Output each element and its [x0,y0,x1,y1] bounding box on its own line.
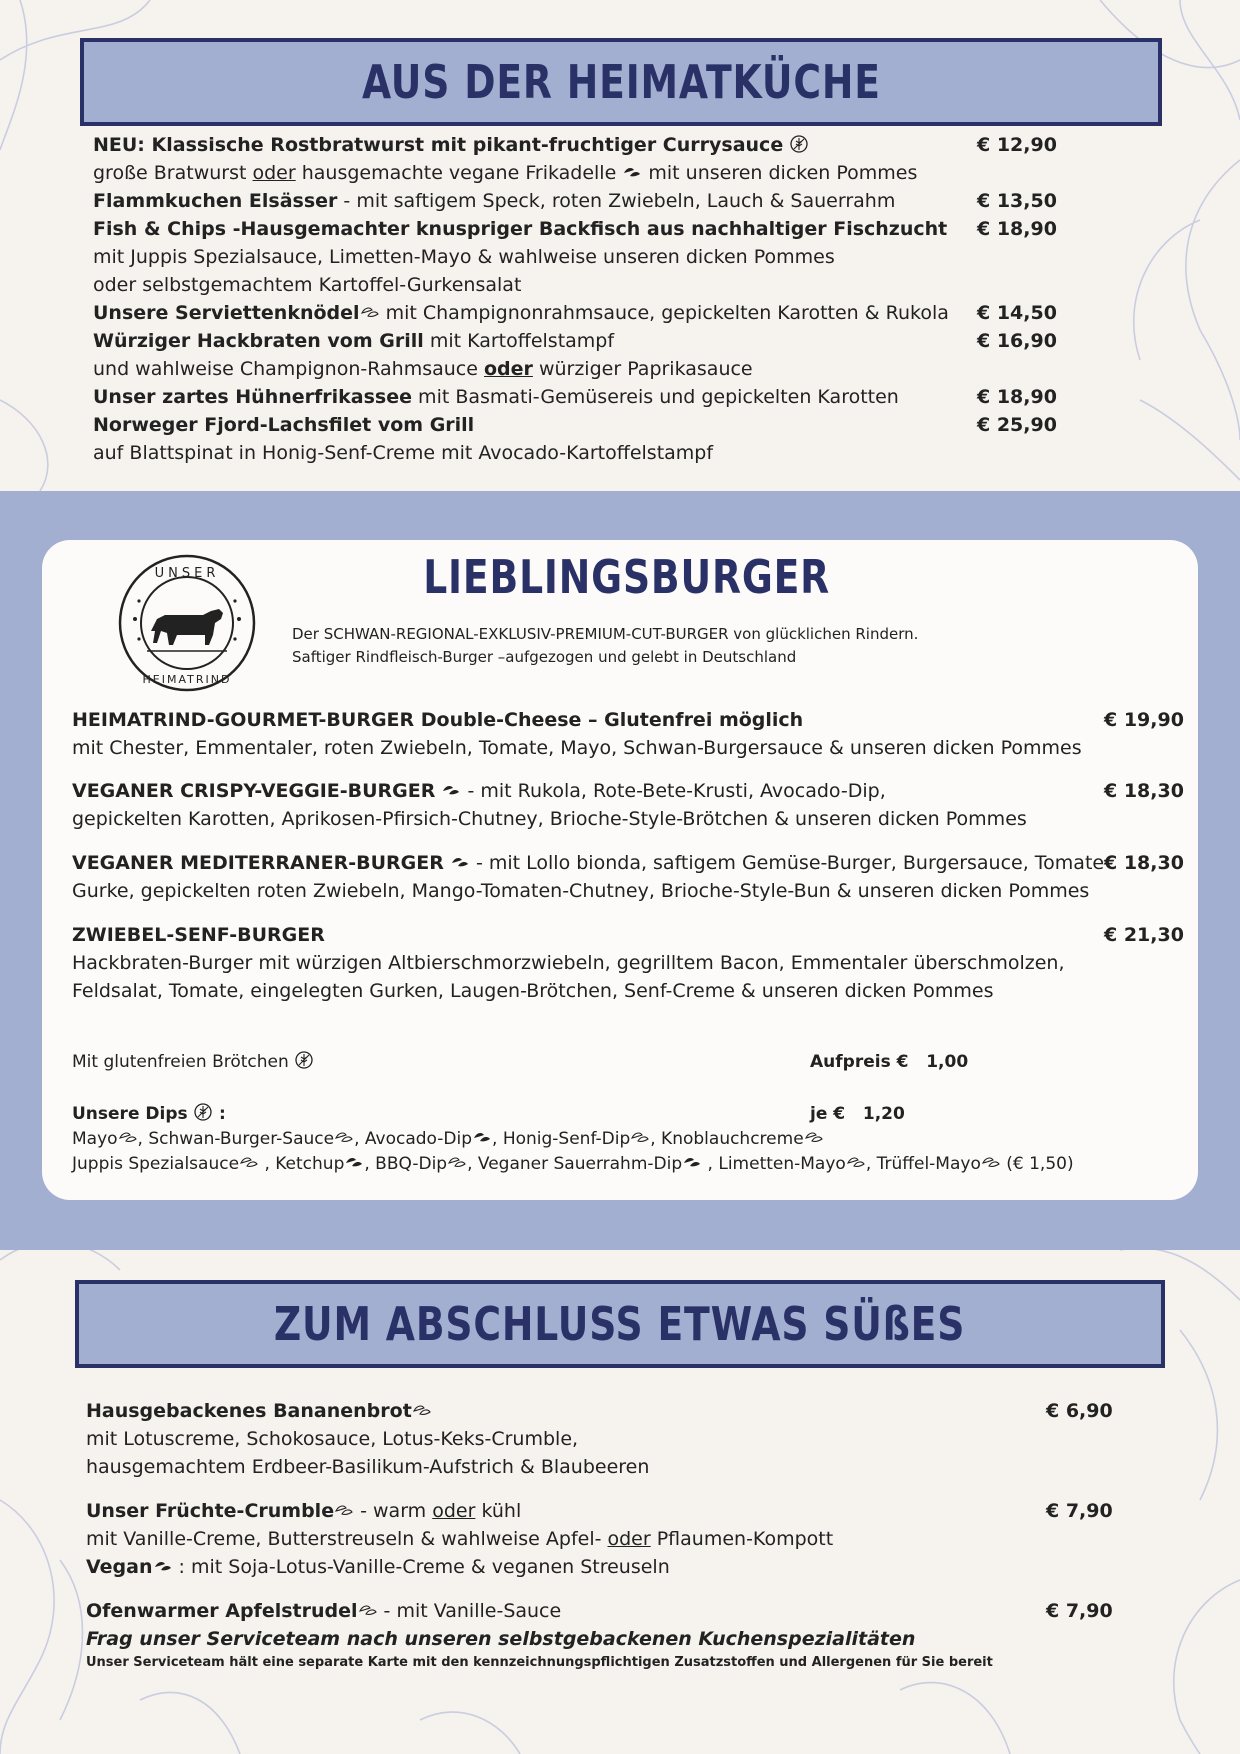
section-header-dessert [75,1280,1165,1368]
leaf-filled-icon [441,778,461,792]
dish-price: € 7,90 [1046,1500,1113,1522]
cake-note: Frag unser Serviceteam nach unseren selbstgebackenen Kuchenspezialitäten [86,1628,916,1650]
menu-item: Norweger Fjord-Lachsfilet vom Grill € 25,90 [93,411,1053,439]
dish-price: € 16,90 [977,330,1057,352]
menu-item-desc: mit Juppis Spezialsauce, Limetten-Mayo & wahlweise unseren dicken Pommes [93,246,835,268]
dips-header: Unsere Dips : [72,1104,226,1124]
dessert-list [86,1397,1146,1673]
menu-item [93,131,1057,159]
leaf-outline-icon [846,1153,866,1167]
dish-price: € 13,50 [977,190,1057,212]
section-title: LIEBLINGSBURGER [423,550,831,604]
menu-list-heimatkueche [93,131,1057,467]
dish-price: € 21,30 [1104,924,1184,946]
leaf-filled-icon [153,1554,173,1568]
dish-price: € 18,90 [977,218,1057,240]
leaf-outline-icon [630,1128,650,1142]
menu-item: Flammkuchen Elsässer - mit saftigem Speck, roten Zwiebeln, Lauch & Sauerrahm € 13,50 [93,187,1053,215]
section-header-heimatkueche [80,38,1162,126]
dish-price: € 18,30 [1104,852,1184,874]
gluten-free-price: Aufpreis € 1,00 [810,1052,969,1072]
menu-item: Unsere Serviettenknödel mit Champignonrahmsauce, gepickelten Karotten & Rukola € 14,50 [93,299,1053,327]
burger-item: HEIMATRIND-GOURMET-BURGER Double-Cheese – Glutenfrei möglich € 19,90 [72,706,1182,734]
dessert-item: Ofenwarmer Apfelstrudel - mit Vanille-Sauce € 7,90 [86,1597,1146,1625]
gluten-free-icon [789,134,809,154]
burger-tagline: Der SCHWAN-REGIONAL-EXKLUSIV-PREMIUM-CUT-BURGER von glücklichen Rindern. [292,625,919,643]
burger-desc: Feldsalat, Tomate, eingelegten Gurken, Laugen-Brötchen, Senf-Creme & unseren dicken Pommes [72,980,994,1002]
dips-list: Mayo , Schwan-Burger-Sauce , Avocado-Dip , Honig-Senf-Dip , Knoblauchcreme Juppis Spezialsauce , Ketchup , BBQ-Dip , Veganer Sauerrahm-Dip , Limetten-Mayo , Trüffel-Mayo (€ 1,50) [72,1129,1074,1174]
dish-price: € 18,30 [1104,780,1184,802]
leaf-outline-icon [981,1153,1001,1167]
dessert-item: Unser Früchte-Crumble - warm oder kühl € 7,90 [86,1497,1146,1525]
leaf-filled-icon [472,1128,492,1142]
dessert-desc: mit Lotuscreme, Schokosauce, Lotus-Keks-Crumble, [86,1428,579,1450]
menu-item-desc: auf Blattspinat in Honig-Senf-Creme mit Avocado-Kartoffelstampf [93,442,714,464]
burger-list [72,706,1182,1005]
leaf-outline-icon [334,1498,354,1512]
dish-price: € 18,90 [977,386,1057,408]
section-title: AUS DER HEIMATKÜCHE [361,55,881,109]
logo-bottom-text: HEIMATRIND [142,673,232,686]
heimatrind-logo [117,553,257,693]
burger-item: VEGANER CRISPY-VEGGIE-BURGER - mit Rukola, Rote-Bete-Krusti, Avocado-Dip, € 18,30 [72,777,1182,805]
dish-price: € 25,90 [977,414,1057,436]
dish-price: € 14,50 [977,302,1057,324]
dish-price: € 12,90 [977,134,1057,156]
menu-item-desc: oder selbstgemachtem Kartoffel-Gurkensalat [93,274,522,296]
burger-desc: Gurke, gepickelten roten Zwiebeln, Mango-Tomaten-Chutney, Brioche-Style-Bun & unseren dicken Pommes [72,880,1090,902]
leaf-outline-icon [118,1128,138,1142]
dish-price: € 6,90 [1046,1400,1113,1422]
leaf-outline-icon [412,1398,432,1412]
burger-tagline: Saftiger Rindfleisch-Burger –aufgezogen und gelebt in Deutschland [292,648,797,666]
leaf-filled-icon [622,160,642,174]
section-title: ZUM ABSCHLUSS ETWAS SÜßES [274,1297,966,1351]
leaf-outline-icon [334,1128,354,1142]
leaf-filled-icon [450,850,470,864]
burger-desc: Hackbraten-Burger mit würzigen Altbierschmorzwiebeln, gegrilltem Bacon, Emmentaler überschmolzen, [72,952,1065,974]
dessert-item: Hausgebackenes Bananenbrot € 6,90 [86,1397,1146,1425]
gluten-free-icon [294,1050,314,1070]
gluten-free-addon: Mit glutenfreien Brötchen [72,1050,314,1075]
dessert-desc: mit Vanille-Creme, Butterstreuseln & wahlweise Apfel- oder Pflaumen-Kompott [86,1528,834,1550]
leaf-outline-icon [239,1153,259,1167]
burger-item: VEGANER MEDITERRANER-BURGER - mit Lollo bionda, saftigem Gemüse-Burger, Burgersauce, Tomate € 18,30 [72,849,1182,877]
allergen-note: Unser Serviceteam hält eine separate Karte mit den kennzeichnungspflichtigen Zusatzstoffen und Allergenen für Sie bereit [86,1655,993,1670]
leaf-outline-icon [804,1128,824,1142]
dips-price: je € 1,20 [810,1104,905,1124]
dessert-desc: hausgemachtem Erdbeer-Basilikum-Aufstrich & Blaubeeren [86,1456,650,1478]
burger-item: ZWIEBEL-SENF-BURGER € 21,30 [72,921,1182,949]
menu-item: Unser zartes Hühnerfrikassee mit Basmati-Gemüsereis und gepickelten Karotten € 18,90 [93,383,1053,411]
menu-item: Würziger Hackbraten vom Grill mit Kartoffelstampf € 16,90 [93,327,1053,355]
leaf-filled-icon [344,1153,364,1167]
leaf-outline-icon [447,1153,467,1167]
dish-name: NEU: Klassische Rostbratwurst mit pikant-fruchtiger Currysauce [93,134,784,156]
menu-item-desc: große Bratwurst oder hausgemachte vegane Frikadelle mit unseren dicken Pommes [93,162,918,184]
leaf-filled-icon [682,1153,702,1167]
gluten-free-icon [193,1102,213,1122]
dessert-vegan-option: Vegan : mit Soja-Lotus-Vanille-Creme & veganen Streuseln [86,1556,670,1578]
burger-desc: gepickelten Karotten, Aprikosen-Pfirsich-Chutney, Brioche-Style-Brötchen & unseren dicken Pommes [72,808,1027,830]
menu-item-desc: und wahlweise Champignon-Rahmsauce oder würziger Paprikasauce [93,358,753,380]
dish-price: € 7,90 [1046,1600,1113,1622]
menu-item: Fish & Chips -Hausgemachter knuspriger Backfisch aus nachhaltiger Fischzucht € 18,90 [93,215,1053,243]
logo-top-text: UNSER [154,566,220,581]
burger-desc: mit Chester, Emmentaler, roten Zwiebeln, Tomate, Mayo, Schwan-Burgersauce & unseren dicken Pommes [72,737,1082,759]
dish-price: € 19,90 [1104,709,1184,731]
leaf-outline-icon [360,300,380,314]
leaf-outline-icon [358,1598,378,1612]
